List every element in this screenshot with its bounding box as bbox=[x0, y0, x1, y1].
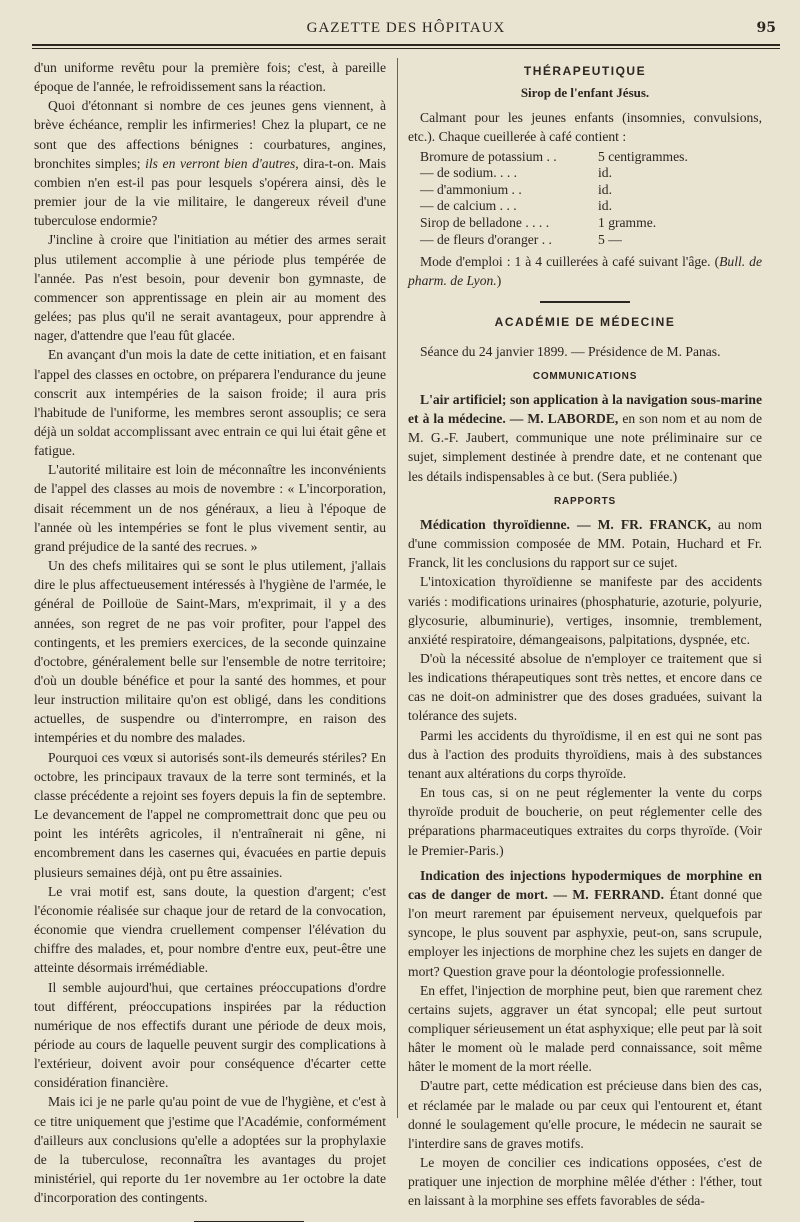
session-line: Séance du 24 janvier 1899. — Présidence de M. Panas. bbox=[420, 343, 721, 359]
paragraph: Pourquoi ces vœux si autorisés sont-ils demeurés stériles? En octobre, les principaux travaux de la terre sont terminés, et la classe précédente a rejoint ses foyers depuis la fin de septembre. Le devancement de l'appel ne compromettrait donc que peu ou point les intérêts agricoles, il n'entraînerait ni gêne, ni encombrement dans les casernes qui, évacuées en partie depuis plusieurs semaines déjà, ont pu être assainies. bbox=[34, 749, 386, 880]
recipe-row: Sirop de belladone . . . . 1 gramme. bbox=[420, 215, 657, 230]
column-separator bbox=[397, 58, 398, 1118]
paragraph: En avançant d'un mois la date de cette initiation, et en faisant l'appel des classes en octobre, on préparera l'endurance du jeune conscrit aux intempéries de la saison froide; il aura pris l'habitude de l'uniforme, les membres seront assouplis; ce sera déjà un soldat accomplissant avec entrain ce qui lui était gêne et fatigue. bbox=[34, 347, 386, 459]
masthead bbox=[32, 18, 780, 40]
paragraph: Mode d'emploi : 1 à 4 cuillerées à café suivant l'âge. (Bull. de pharm. de Lyon.) bbox=[408, 254, 762, 289]
recipe-row: — d'ammonium . . id. bbox=[420, 181, 612, 197]
paragraph: Un des chefs militaires qui se sont le plus utilement, j'allais dire le plus affectueusement intéressés à l'hygiène de l'armée, le général de Poilloüe de Saint-Mars, m'exprimait, il y a des années, son regret de ne pas voir profiter, pour l'appel des contingents, et les premiers exercices, de la seconde quinzaine d'octobre, généralement belle sur l'ensemble de notre territoire; d'où un double bénéfice et pour la santé des hommes, et pour leur instruction militaire qu'on est obligé, dans les conditions actuelles, de suspendre ou d'interrompre, en raison des intempéries et du nombre des malades. bbox=[34, 558, 386, 746]
paragraph: Mais ici je ne parle qu'au point de vue de l'hygiène, et c'est à ce titre uniquement que j'estime que l'Académie, conformément d'ailleurs aux conclusions qu'elle a adoptées sur la prophylaxie de la tuberculose, reconnaîtra les avantages du projet ministériel, qui reporte du 1er novembre au 1er octobre la date d'incorporation des contingents. bbox=[34, 1094, 386, 1206]
paragraph: L'autorité militaire est loin de méconnaître les inconvénients de l'appel des classes au mois de novembre : « L'incorporation, disait récemment un de nos généraux, a lieu à l'époque de l'année où les intempéries se font le plus vivement sentir, au grand préjudice de la santé des recrues. » bbox=[34, 462, 386, 554]
recipe-row: Bromure de potassium . . 5 centigrammes. bbox=[420, 148, 688, 164]
recipe-row: — de fleurs d'oranger . . 5 — bbox=[420, 231, 622, 247]
paragraph: Indication des injections hypodermiques de morphine en cas de danger de mort. — M. FERRAND. Étant donné que l'on meurt rarement par épuisement nerveux, quelquefois par syncope, le plus souvent par asphyxie, peut-on, sans scrupule, employer les injections de morphine chez les sujets en danger de mort? Question grave pour la déontologie professionnelle. bbox=[408, 867, 762, 979]
paragraph: Le vrai motif est, sans doute, la question d'argent; c'est l'économie réalisée sur chaque jour de retard de la convocation, économie que viendra cruellement compenser l'élévation du chiffre des malades, et, pour nombre d'entre eux, peut-être une atteinte désormais irrémédiable. bbox=[34, 883, 386, 976]
recipe-row: — de sodium. . . . id. bbox=[420, 165, 612, 181]
spacer bbox=[408, 334, 762, 342]
right-column bbox=[408, 58, 762, 1211]
paragraph: L'air artificiel; son application à la navigation sous-marine et à la médecine. — M. LABORDE, en son nom et au nom de M. G.-F. Jaubert, communique une note préliminaire sur ce sujet, simplement destinée à prendre date, et ne contenant que les détails indispensables à ce but. (Sera publiée.) bbox=[408, 391, 762, 484]
paragraph: En effet, l'injection de morphine peut, bien que rarement chez certains sujets, aggraver un état syncopal; elle peut surtout compliquer sérieusement un état asphyxique; elle peut par là soit hâter le moment où le malade perd connaissance, soit même hâter le moment de la mort réelle. bbox=[408, 982, 762, 1075]
section-title-academie: ACADÉMIE DE MÉDECINE bbox=[494, 314, 676, 329]
paragraph: D'où la nécessité absolue de n'employer ce traitement que si les indications thérapeutiques sont très nettes, et encore dans ce cas ne doit-on administrer que des doses graduées, suivant la tolérance des sujets. bbox=[408, 651, 762, 724]
paragraph: d'un uniforme revêtu pour la première fois; c'est, à pareille époque de l'année, le refroidissement sans la réaction. bbox=[34, 60, 386, 95]
journal-title: GAZETTE DES HÔPITAUX bbox=[306, 20, 506, 36]
paragraph: D'autre part, cette médication est précieuse dans bien des cas, et réclamée par le malade ou par ceux qui l'entourent et, étant donné le soulagement qu'elle procure, le médecin ne saurait se l'interdire sans de graves motifs. bbox=[408, 1078, 762, 1151]
paragraph: Calmant pour les jeunes enfants (insomnies, convulsions, etc.). Chaque cueillerée à café contient : bbox=[408, 110, 762, 145]
subsection-rapports: RAPPORTS bbox=[554, 495, 616, 507]
left-column bbox=[34, 58, 386, 1222]
paragraph: J'incline à croire que l'initiation au métier des armes serait plus utilement accomplie à une période plus tempérée de l'année. Pas n'est besoin, pour devenir bon gymnaste, de commencer son apprentissage en plein air au moment des gelées; pas plus qu'il ne serait avantageux, pour apprendre à nager, d'attendre que l'eau fût glacée. bbox=[34, 232, 386, 344]
paragraph: Il semble aujourd'hui, que certaines préoccupations d'ordre tout différent, préoccupations inspirées par la réduction numérique de nos effectifs durant une période de deux mois, période au cours de laquelle peuvent surgir des complications à l'extérieur, doivent avoir pour conséquence d'écarter cette considération financière. bbox=[34, 979, 386, 1091]
recipe-list bbox=[408, 149, 762, 249]
section-title-therapeutique: THÉRAPEUTIQUE bbox=[523, 64, 647, 78]
recipe-row: — de calcium . . . id. bbox=[420, 198, 612, 214]
header-rule-thin bbox=[32, 48, 780, 49]
paragraph: Parmi les accidents du thyroïdisme, il en est qui ne sont pas dus à l'action des produits thyroïdiens, mais à des substances tenant aux altérations du corps thyroïde. bbox=[408, 727, 762, 781]
paragraph: Quoi d'étonnant si nombre de ces jeunes gens viennent, à brève échéance, remplir les infirmeries! Chez la plupart, ce ne sont que des affections bénignes : courbatures, angines, bronchites simples; ils en verront bien d'autres, dira-t-on. Mais combien n'en est-il pas pour lesquels s'opérera ainsi, dès le premier jour de la vie militaire, le dangereux réveil d'une tuberculose endormie? bbox=[34, 98, 386, 229]
paragraph: L'intoxication thyroïdienne se manifeste par des accidents variés : modifications urinaires (phosphaturie, azoturie, polyurie, glycosurie, albuminurie), vertiges, insomnie, tremblement, anxiété respiratoire, démangeaisons, palpitations, dyspnée, etc. bbox=[408, 574, 762, 647]
subsection-communications: COMMUNICATIONS bbox=[532, 370, 638, 382]
header-rule bbox=[32, 44, 780, 46]
paragraph: Le moyen de concilier ces indications opposées, c'est de pratiquer une injection de morphine mêlée d'éther : l'éther, tout en laissant à la morphine ses effets favorables de séda- bbox=[408, 1155, 762, 1209]
recipe-title: Sirop de l'enfant Jésus. bbox=[520, 85, 650, 101]
page-number: 95 bbox=[756, 20, 776, 36]
paragraph: Médication thyroïdienne. — M. FR. FRANCK, au nom d'une commission composée de MM. Potain, Huchard et Fr. Franck, lit les conclusions du rapport sur ce sujet. bbox=[408, 516, 763, 571]
section-divider bbox=[540, 301, 630, 303]
paragraph: En tous cas, si on ne peut réglementer la vente du corps thyroïde produit de boucherie, on peut réglementer celle des préparations pharmaceutiques extraites du corps thyroïde. (Voir le Premier-Paris.) bbox=[408, 785, 762, 858]
